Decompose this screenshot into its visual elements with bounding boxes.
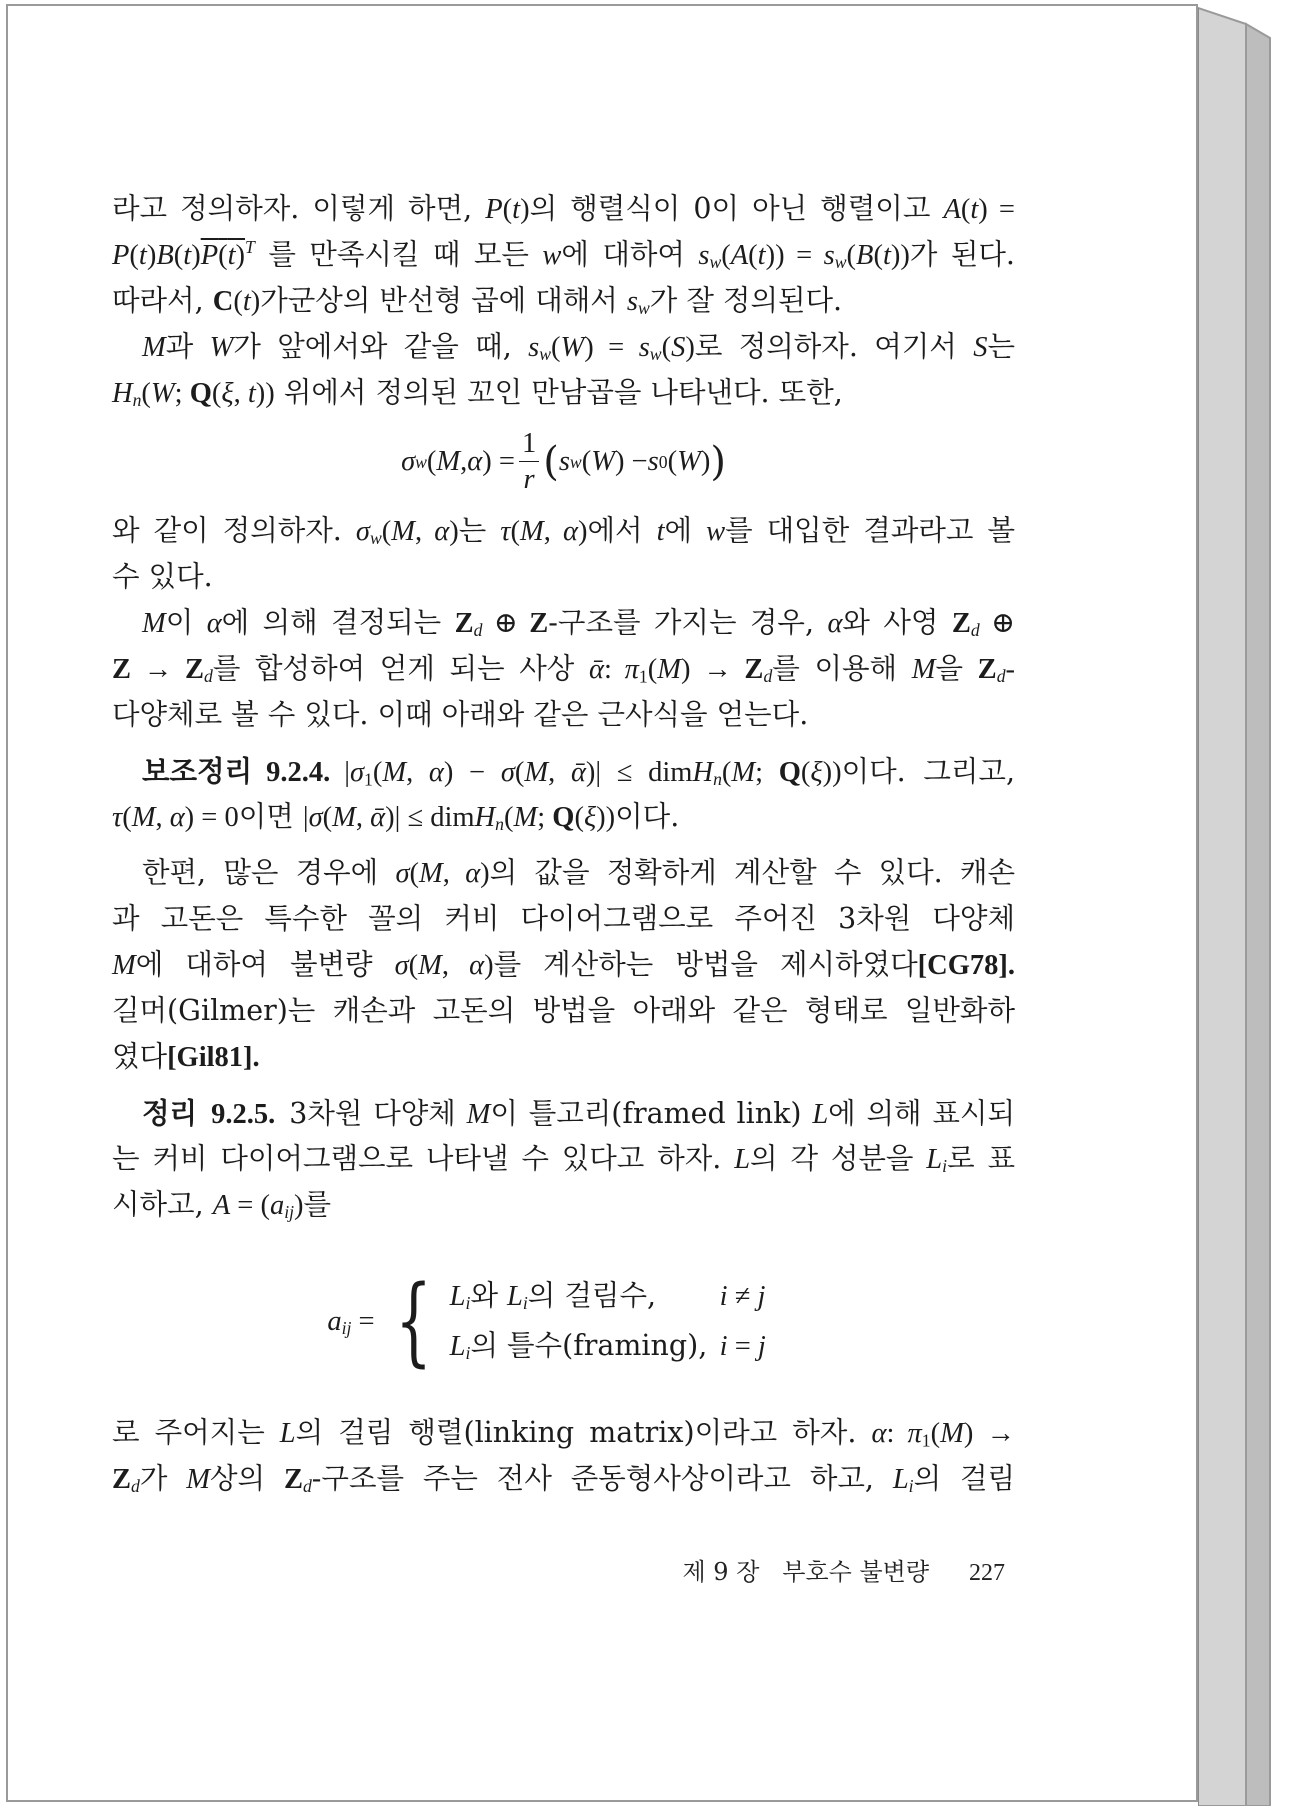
page-body (112, 186, 1015, 1502)
text-line: M이 α에 의해 결정되는 $Z_d$ ⊕ Z-구조를 가지는 경우, α와 사영 $Z_d$ ⊕ (142, 606, 1016, 641)
display-equation: σ w ( M , α ) = $\frac{1}{r}$ ( s w ( W ) − s 0 ( W ) ) (401, 428, 726, 495)
text-line: 다양체로 볼 수 있다. 이때 아래와 같은 근사식을 얻는다. (112, 698, 809, 731)
text-line: M에 대하여 불변량 σ(M, α)를 계산하는 방법을 제시하였다[CG78]. (112, 948, 1015, 981)
chapter-title: 제 9 장 부호수 불변량 (682, 1558, 929, 1586)
text-line: $Z_d$가 M상의 $Z_d-$구조를 주는 전사 준동형사상이라고 하고, $L_i$의 걸림 (112, 1462, 1016, 1497)
text-line: $H_n(W$; Q(ξ, t)) 위에서 정의된 꼬인 만남곱을 나타낸다. 또한, (112, 376, 843, 411)
text-line: $Z \to Z_d$를 합성하여 얻게 되는 사상 ᾱ: $\pi_1(M) \to Z_d$를 이용해 M을 $Z_d-$ (112, 652, 1016, 687)
citation-cg78: [CG78]. (917, 950, 1015, 981)
lemma-number: 9.2.4. (266, 757, 331, 788)
text-line: 시하고, $A = (a_{ij})$를 (112, 1188, 332, 1223)
text-line: M과 W가 앞에서와 같을 때, $s_w(W) = s_w(S)$로 정의하자. 여기서 S는 (142, 330, 1015, 365)
text-line: τ(M, α) = 0이면 |σ(M, ᾱ)| ≤ dimH$_n$(M; Q(ξ))이다. (112, 800, 680, 835)
page-number: 227 (969, 1560, 1005, 1586)
page-edge-stack (1198, 0, 1290, 1806)
theorem-label: 정리 (142, 1096, 198, 1130)
text-line: $P(t)B(t)P(t)^T$ 를 만족시킬 때 모든 w에 대하여 $s_w(A(t)) = s_w(B(t))$가 된다. (112, 236, 1015, 273)
lemma-line: 보조정리 9.2.4. $|\sigma_1(M$, α) − σ(M, ᾱ)| ≤ dimH$_n$(M; Q(ξ))이다. 그리고, (142, 754, 1016, 790)
text-line: 수 있다. (112, 560, 213, 593)
running-footer (112, 1552, 1005, 1587)
citation-gil81: [Gil81]. (167, 1042, 260, 1073)
cases-row: $L_i$의 틀수(framing), i = j (449, 1328, 766, 1363)
text-line: 는 커비 다이어그램으로 나타낼 수 있다고 하자. L의 각 성분을 $L_i$로 표 (112, 1142, 1015, 1177)
text-line: 길머(Gilmer)는 캐손과 고돈의 방법을 아래와 같은 형태로 일반화하 (112, 994, 1015, 1027)
text-line: 로 주어지는 L의 걸림 행렬(linking matrix)이라고 하자. α: $\pi_1(M)$ → (112, 1416, 1015, 1451)
text-line: 라고 정의하자. 이렇게 하면, P(t)의 행렬식이 0이 아닌 행렬이고 A(t) = (112, 192, 1015, 225)
cases-equation: $a_{ij}$ = { $L_i$와 $L_i$의 걸림수, i ≠ j $L_i$의 틀수(framing), i = j (112, 1246, 1015, 1396)
text-line: 였다[Gil81]. (112, 1040, 260, 1073)
left-brace: { (394, 1265, 432, 1377)
theorem-line: 정리 9.2.5. 3차원 다양체 M이 틀고리(framed link) L에 의해 표시되 (142, 1096, 1015, 1130)
text-line: 한편, 많은 경우에 σ(M, α)의 값을 정확하게 계산할 수 있다. 캐손 (142, 856, 1016, 889)
text-line: 따라서, C(t)가군상의 반선형 곱에 대해서 $s_w$가 잘 정의된다. (112, 284, 843, 319)
theorem-number: 9.2.5. (211, 1099, 276, 1130)
cases-row: $L_i$와 $L_i$의 걸림수, i ≠ j (449, 1278, 766, 1313)
lemma-label: 보조정리 (142, 754, 253, 788)
text-line: 와 같이 정의하자. $\sigma_w(M$, α)는 τ(M, α)에서 t에 w를 대입한 결과라고 볼 (112, 514, 1015, 549)
text-line: 과 고돈은 특수한 꼴의 커비 다이어그램으로 주어진 3차원 다양체 (112, 902, 1015, 935)
